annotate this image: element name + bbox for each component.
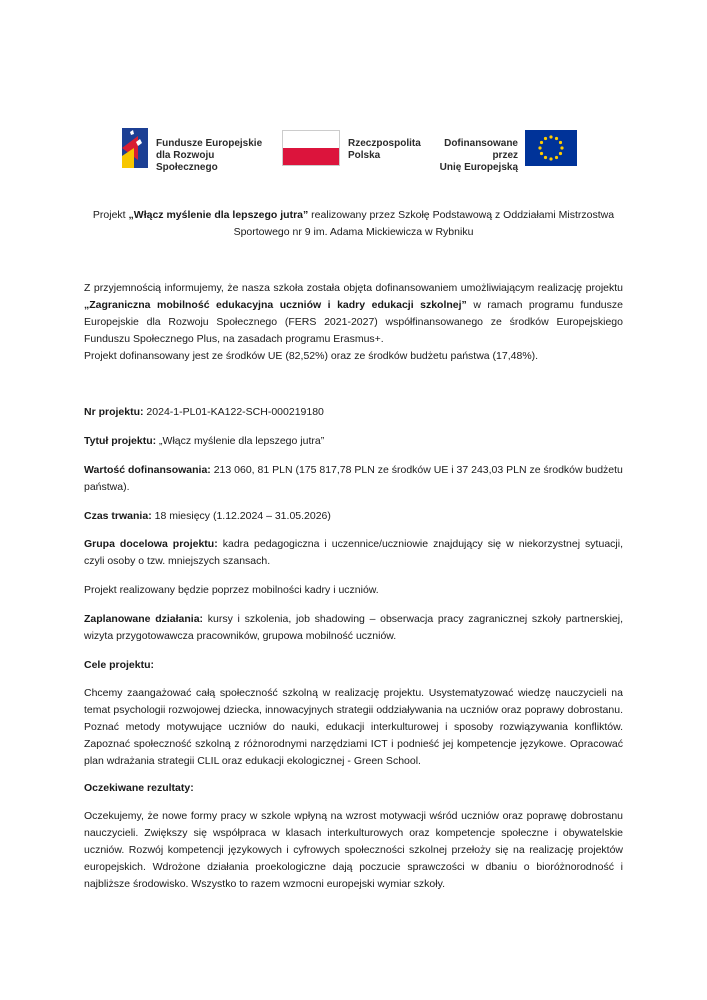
project-number-value: 2024-1-PL01-KA122-SCH-000219180	[143, 406, 324, 418]
document-header	[84, 207, 623, 241]
duration-label: Czas trwania:	[84, 510, 152, 522]
goals-heading-text: Cele projektu:	[84, 659, 155, 671]
funding-value-text: 213 060, 81 PLN (175 817,78 PLN ze środków UE i 37 243,03 PLN ze środków budżetu państwa).	[84, 464, 623, 493]
funding-value	[84, 462, 623, 496]
planned-actions-label: Zaplanowane działania:	[84, 613, 204, 625]
rp-line2: Polska	[348, 150, 381, 161]
intro-part2: w ramach programu fundusze Europejskie dla Rozwoju Społecznego (FERS 2021-2027) współfinansowanego ze środków Europejskiego Funduszu Społecznego Plus, na zasadach programu Erasmus+.	[84, 299, 623, 345]
planned-actions	[84, 611, 623, 645]
goals-heading	[84, 657, 623, 674]
eu-flag-icon	[525, 130, 577, 166]
goals-paragraph	[84, 685, 623, 770]
intro-part1: Z przyjemnością informujemy, że nasza szkoła została objęta dofinansowaniem umożliwiającym realizację projektu	[84, 282, 623, 294]
header-project-title: „Włącz myślenie dla lepszego jutra”	[128, 209, 309, 221]
intro-paragraph	[84, 280, 623, 365]
results-heading	[84, 780, 623, 797]
project-title-value: „Włącz myślenie dla lepszego jutra”	[156, 435, 325, 447]
goals-text: Chcemy zaangażować całą społeczność szkolną w realizację projektu. Usystematyzować wiedzę nauczycieli na temat psychologii rozwojowej dziecka, innowacyjnych strategii oddziaływania na uczniów oraz poprawy dobrostanu. Poznać metody motywujące uczniów do nauki, edukacji interkulturowej i sposoby rozwiązywania konfliktów. Zapoznać społeczność szkolną z różnorodnymi narzędziami ICT i podnieść jej kompetencje językowe. Opracować plan wdrażania strategii CLIL oraz edukacji ekologicznej - Green School.	[84, 687, 623, 767]
target-group	[84, 536, 623, 570]
intro-project-name: „Zagraniczna mobilność edukacyjna uczniów i kadry edukacji szkolnej”	[84, 299, 467, 311]
realization-note	[84, 582, 623, 599]
eu-logo	[422, 126, 578, 173]
rp-logo	[282, 126, 421, 170]
funding-value-label: Wartość dofinansowania:	[84, 464, 211, 476]
header-line2: Sportowego nr 9 im. Adama Mickiewicza w Rybniku	[233, 226, 474, 238]
header-line1	[84, 207, 623, 224]
fe-flag-icon	[118, 126, 152, 170]
project-title	[84, 433, 623, 450]
rp-line1: Rzeczpospolita	[348, 138, 421, 149]
target-group-value: kadra pedagogiczna i uczennice/uczniowie znajdujący się w niekorzystnej sytuacji, czyli osoby o tzw. mniejszych szansach.	[84, 538, 623, 567]
realization-text: Projekt realizowany będzie poprzez mobilności kadry i uczniów.	[84, 584, 379, 596]
project-title-label: Tytuł projektu:	[84, 435, 157, 447]
project-number	[84, 404, 623, 421]
fe-logo	[118, 126, 268, 173]
project-number-label: Nr projektu:	[84, 406, 144, 418]
header-suffix: realizowany przez Szkołę Podstawową z Oddziałami Mistrzostwa	[308, 209, 615, 221]
header-prefix: Projekt	[92, 209, 129, 221]
intro-funding: Projekt dofinansowany jest ze środków UE (82,52%) oraz ze środków budżetu państwa (17,48%).	[84, 350, 539, 362]
target-group-label: Grupa docelowa projektu:	[84, 538, 218, 550]
eu-line1: Dofinansowane przez	[444, 138, 518, 161]
eu-line2: Unię Europejską	[439, 162, 518, 173]
duration-value: 18 miesięcy (1.12.2024 – 31.05.2026)	[151, 510, 331, 522]
results-paragraph	[84, 808, 623, 893]
results-heading-text: Oczekiwane rezultaty:	[84, 782, 194, 794]
logo-strip	[118, 126, 578, 173]
fe-line2: dla Rozwoju Społecznego	[156, 150, 218, 173]
fe-line1: Fundusze Europejskie	[156, 138, 263, 149]
planned-actions-value: kursy i szkolenia, job shadowing – obserwacja pracy zagranicznej szkoły partnerskiej, wizyta przygotowawcza pracowników, grupowa mobilność uczniów.	[84, 613, 623, 642]
pl-flag-icon	[282, 130, 340, 166]
duration	[84, 508, 623, 525]
results-text: Oczekujemy, że nowe formy pracy w szkole wpłyną na wzrost motywacji wśród uczniów oraz poprawę dobrostanu nauczycieli. Zwiększy się współpraca w klasach interkulturowych oraz kompetencje społeczne i obywatelskie uczniów. Rozwój kompetencji językowych i cyfrowych społeczności szkolnej przełoży się na realizację projektów europejskich. Wdrożone działania proekologiczne dają poczucie sprawczości w dbaniu o bioróżnorodność i najbliższe środowisko. Wszystko to razem wzmocni europejski wymiar szkoły.	[84, 810, 623, 890]
